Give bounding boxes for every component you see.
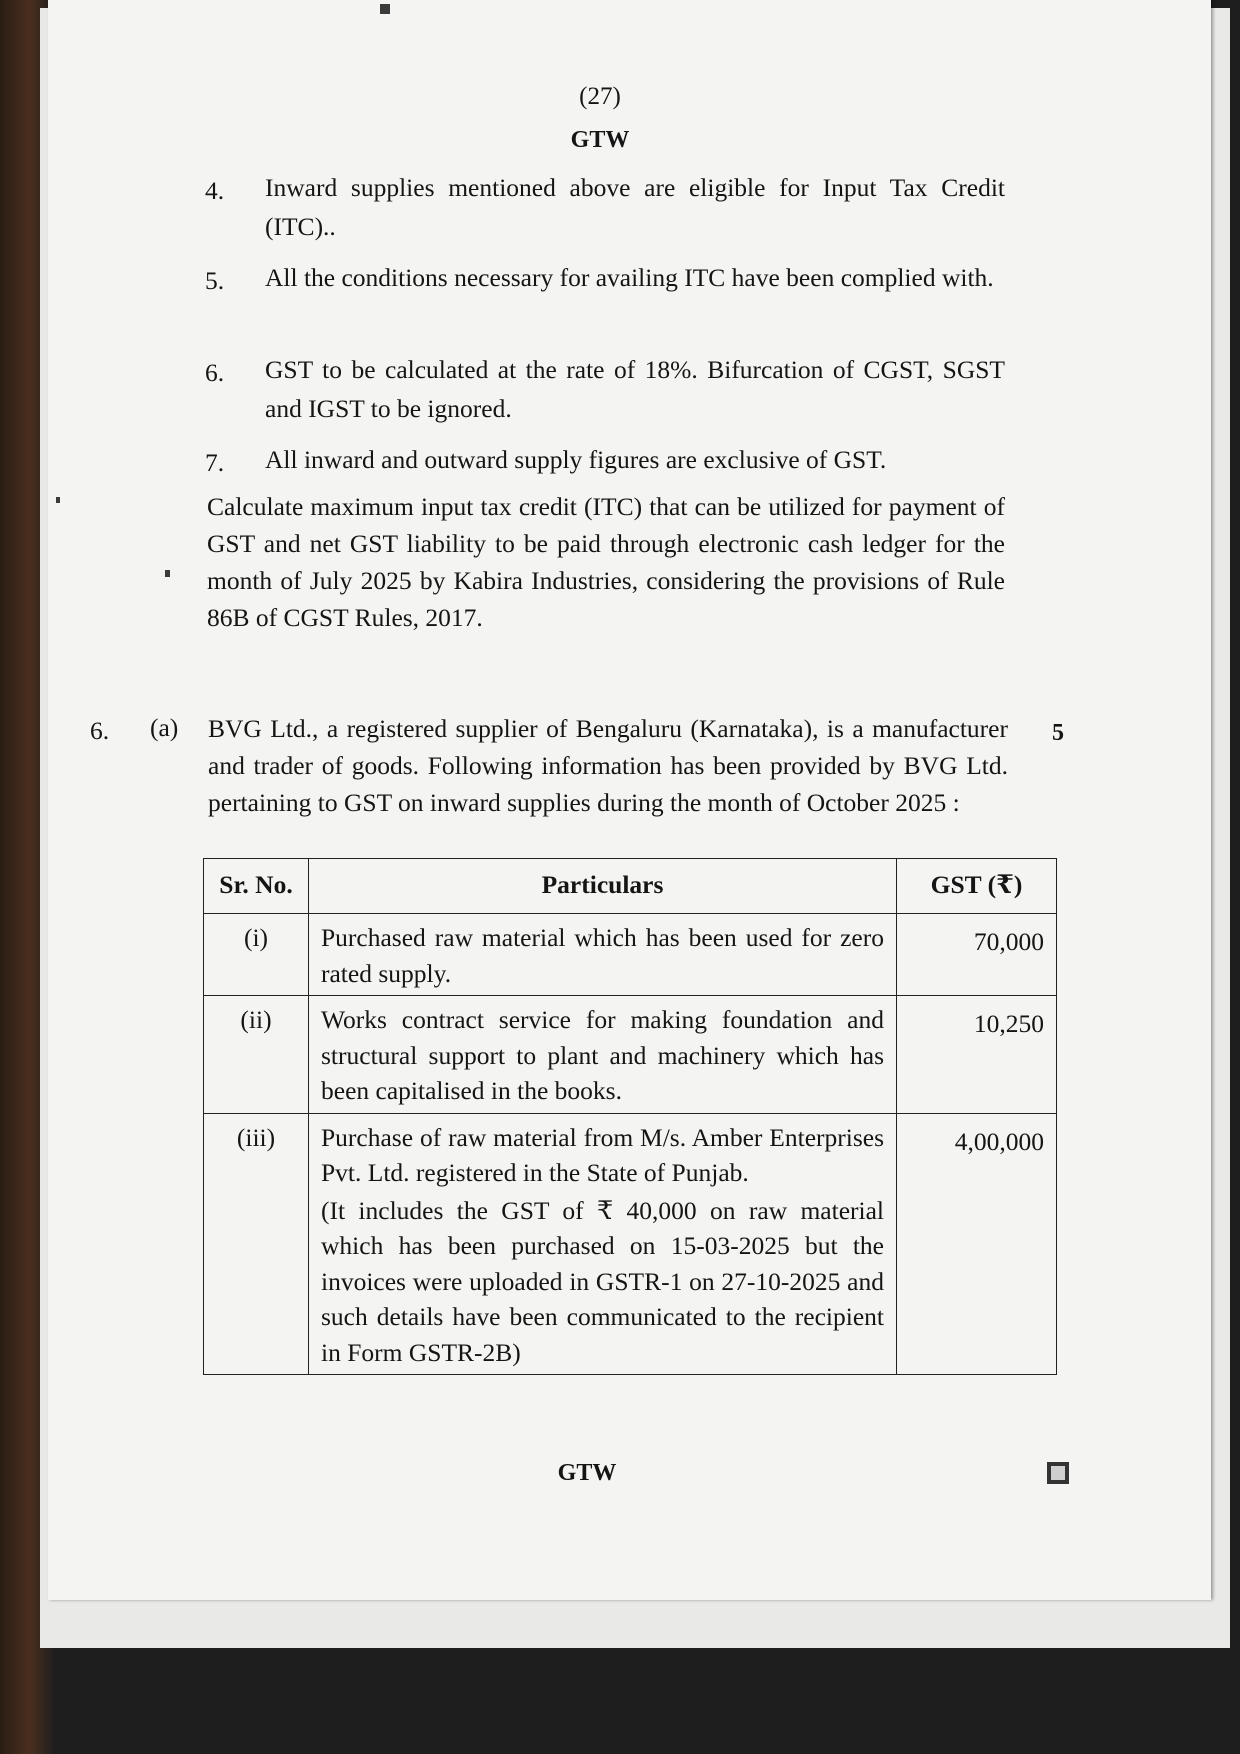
row-gst-amount: 70,000 bbox=[897, 914, 1057, 996]
row-sr-no: (iii) bbox=[204, 1113, 309, 1375]
row-particulars: Purchase of raw material from M/s. Amber Enterprises Pvt. Ltd. registered in the State of Punjab. bbox=[321, 1122, 884, 1187]
scan-mark-left bbox=[56, 497, 60, 503]
row-particulars: Works contract service for making foundation and structural support to plant and machinery which has been capitalised in the books. bbox=[309, 996, 897, 1114]
table-row bbox=[204, 996, 1057, 1114]
row-note: (It includes the GST of ₹ 40,000 on raw material which has been purchased on 15-03-2025 but the invoices were uploaded in GSTR-1 on 27-10-2025 and such details have been communicated to the recipient in Form GSTR-2B) bbox=[321, 1195, 884, 1367]
condition-text: GST to be calculated at the rate of 18%. Bifurcation of CGST, SGST and IGST to be ignored. bbox=[265, 355, 1005, 423]
condition-number: 5. bbox=[205, 266, 225, 295]
calculation-instruction: Calculate maximum input tax credit (ITC) that can be utilized for payment of GST and net GST liability to be paid through electronic cash ledger for the month of July 2025 by Kabira Industries, considering the provisions of Rule 86B of CGST Rules, 2017. bbox=[207, 492, 1005, 632]
scan-mark-top bbox=[380, 4, 390, 14]
row-gst-amount: 10,250 bbox=[897, 996, 1057, 1114]
inward-supplies-table bbox=[203, 858, 1057, 1375]
table-row bbox=[204, 914, 1057, 996]
square-marker-icon bbox=[1047, 1462, 1069, 1484]
table-row bbox=[204, 1113, 1057, 1375]
header-particulars: Particulars bbox=[309, 859, 897, 914]
question-marks: 5 bbox=[1052, 720, 1064, 746]
paper-code-footer: GTW bbox=[557, 1460, 617, 1486]
table-header-row bbox=[204, 859, 1057, 914]
row-particulars-cell bbox=[309, 1113, 897, 1375]
row-gst-amount: 4,00,000 bbox=[897, 1113, 1057, 1375]
condition-text: All inward and outward supply figures are exclusive of GST. bbox=[265, 445, 887, 474]
condition-text: All the conditions necessary for availing ITC have been complied with. bbox=[265, 263, 994, 292]
condition-text: Inward supplies mentioned above are eligible for Input Tax Credit (ITC).. bbox=[265, 173, 1005, 241]
row-sr-no: (i) bbox=[204, 914, 309, 996]
paper-code-header: GTW bbox=[570, 127, 630, 153]
row-sr-no: (ii) bbox=[204, 996, 309, 1114]
page-number: (27) bbox=[579, 83, 621, 110]
header-sr-no: Sr. No. bbox=[204, 859, 309, 914]
condition-number: 7. bbox=[205, 448, 225, 477]
row-particulars: Purchased raw material which has been used for zero rated supply. bbox=[309, 914, 897, 996]
question-part: (a) bbox=[150, 713, 179, 742]
condition-number: 4. bbox=[205, 176, 225, 205]
question-text: BVG Ltd., a registered supplier of Bengaluru (Karnataka), is a manufacturer and trader of goods. Following information has been provided by BVG Ltd. pertaining to GST on inward supplies during the month of October 2025 : bbox=[208, 714, 1008, 817]
condition-number: 6. bbox=[205, 358, 225, 387]
scan-mark-mid bbox=[165, 570, 170, 577]
question-number: 6. bbox=[90, 716, 110, 745]
header-gst: GST (₹) bbox=[897, 859, 1057, 914]
